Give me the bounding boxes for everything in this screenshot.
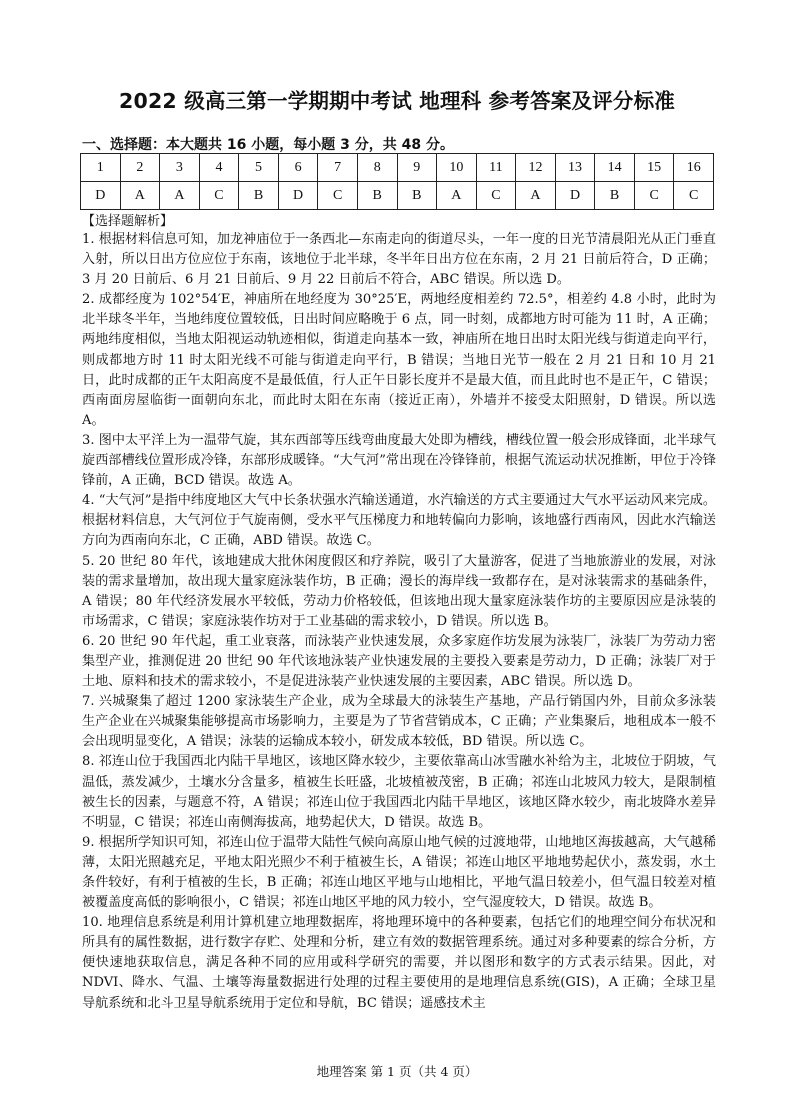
page-title: 2022 级高三第一学期期中考试 地理科 参考答案及评分标准 — [119, 89, 675, 113]
answer-cell: D — [278, 182, 318, 210]
answer-table-number-row — [81, 154, 714, 182]
answer-cell: D — [81, 182, 121, 210]
question-number: 2 — [120, 154, 160, 182]
question-number: 13 — [555, 154, 595, 182]
answer-table — [80, 153, 714, 210]
answer-cell: A — [516, 182, 556, 210]
question-number: 4 — [199, 154, 239, 182]
answer-cell: A — [160, 182, 200, 210]
analysis-paragraph: 6. 20 世纪 90 年代起，重工业衰落，而泳装产业快速发展，众多家庭作坊发展为泳装厂，泳装厂为劳动力密集型产业，推测促进 20 世纪 90 年代该地泳装产业快速发展的主要投入要素是劳动力，D 正确；泳装厂对于土地、原料和技术的需求较小，不是促进泳装产业快速发展的主要因素，ABC 错误。所以选 D。 — [82, 633, 716, 690]
analysis-label: 【选择题解析】 — [82, 214, 174, 229]
analysis-paragraph: 2. 成都经度为 102°54′E，神庙所在地经度为 30°25′E，两地经度相差约 72.5°，相差约 4.8 小时，此时为北半球冬半年，当地纬度位置较低，日出时间应略晚于 6 点，同一时刻，成都地方时可能为 11 时，A 正确；两地纬度相似，当地太阳视运动轨迹相似，街道走向基本一致，神庙所在地日出时太阳光线与街道走向平行，则成都地方时 11 时太阳光线不可能与街道走向平行，B 错误；当地日光节一般在 2 月 21 日和 10 月 21 日，此时成都的正午太阳高度不是最低值，行人正午日影长度并不是最大值，而且此时也不是正午，C 错误；西南面房屋临街一面朝向东北，而此时太阳在东南（接近正南），外墙并不接受太阳照射，D 错误。所以选 A。 — [82, 292, 716, 428]
answer-cell: A — [120, 182, 160, 210]
answer-cell: B — [595, 182, 635, 210]
section-heading: 一、选择题：本大题共 16 小题，每小题 3 分，共 48 分。 — [82, 137, 454, 153]
analysis-body — [82, 230, 716, 1014]
analysis-paragraph: 3. 图中太平洋上为一温带气旋，其东西部等压线弯曲度最大处即为槽线，槽线位置一般会形成锋面，北半球气旋西部槽线位置形成冷锋，东部形成暖锋。“大气河”常出现在冷锋锋前，根据气流运动状况推断，甲位于冷锋锋前，A 正确，BCD 错误。故选 A。 — [82, 432, 716, 489]
answer-cell: B — [357, 182, 397, 210]
analysis-paragraph: 9. 根据所学知识可知，祁连山位于温带大陆性气候向高原山地气候的过渡地带，山地地区海拔越高，大气越稀薄，太阳光照越充足，平地太阳光照少不利于植被生长，A 错误；祁连山地区平地地势起伏小，蒸发弱，水土条件较好，有利于植被的生长，B 正确；祁连山地区平地与山地相比，平地气温日较差小，但气温日较差对植被覆盖度高低的影响很小，C 错误；祁连山地区平地的风力较小，空气湿度较大，D 错误。故选 B。 — [82, 834, 716, 911]
question-number: 12 — [516, 154, 556, 182]
question-number: 15 — [634, 154, 674, 182]
question-number: 8 — [357, 154, 397, 182]
answer-cell: D — [555, 182, 595, 210]
answer-cell: C — [199, 182, 239, 210]
answer-cell: C — [318, 182, 358, 210]
answer-cell: C — [674, 182, 714, 210]
analysis-paragraph: 7. 兴城聚集了超过 1200 家泳装生产企业，成为全球最大的泳装生产基地，产品行销国内外，目前众多泳装生产企业在兴城聚集能够提高市场影响力，主要是为了节省营销成本，C 正确；产业集聚后，地租成本一般不会出现明显变化，A 错误；泳装的运输成本较小，研发成本较低，BD 错误。所以选 C。 — [82, 694, 716, 750]
question-number: 6 — [278, 154, 318, 182]
question-number: 11 — [476, 154, 516, 182]
answer-cell: B — [239, 182, 279, 210]
answer-cell: C — [634, 182, 674, 210]
answer-cell: A — [437, 182, 477, 210]
question-number: 1 — [81, 154, 121, 182]
analysis-paragraph: 10. 地理信息系统是利用计算机建立地理数据库，将地理环境中的各种要素，包括它们的地理空间分布状况和所具有的属性数据，进行数字存贮、处理和分析，建立有效的数据管理系统。通过对多种要素的综合分析，方便快速地获取信息，满足各种不同的应用或科学研究的需要，并以图形和数字的方式表示结果。因此，对 NDVI、降水、气温、土壤等海量数据进行处理的过程主要使用的是地理信息系统(GIS)，A 正确；全球卫星导航系统和北斗卫星导航系统用于定位和导航，BC 错误；遥感技术主 — [82, 915, 716, 1011]
answer-cell: C — [476, 182, 516, 210]
analysis-paragraph: 1. 根据材料信息可知，加龙神庙位于一条西北—东南走向的街道尽头，一年一度的日光节清晨阳光从正门垂直入射，所以日出方位应位于东南，该地位于北半球，冬半年日出方位在东南，2 月 21 日前后符合，D 正确；3 月 20 日前后、6 月 21 日前后、9 月 22 日前后不符合，ABC 错误。所以选 D。 — [82, 232, 716, 288]
analysis-paragraph: 4. “大气河”是指中纬度地区大气中长条状强水汽输送通道，水汽输送的方式主要通过大气水平运动风来完成。根据材料信息，大气河位于气旋南侧，受水平气压梯度力和地转偏向力影响，该地盛行西南风，因此水汽输送方向为西南向东北，C 正确，ABD 错误。故选 C。 — [82, 493, 716, 549]
question-number: 5 — [239, 154, 279, 182]
question-number: 3 — [160, 154, 200, 182]
page-footer: 地理答案 第 1 页（共 4 页） — [316, 1064, 478, 1079]
analysis-paragraph: 8. 祁连山位于我国西北内陆干旱地区，该地区降水较少，主要依靠高山冰雪融水补给为主，北坡位于阴坡，气温低，蒸发减少，土壤水分含量多，植被生长旺盛，北坡植被茂密，B 正确；祁连山北坡风力较大，是限制植被生长的因素，与题意不符，A 错误；祁连山位于我国西北内陆干旱地区，该地区降水较少，南北坡降水差异不明显，C 错误；祁连山南侧海拔高，地势起伏大，D 错误。故选 B。 — [82, 754, 716, 830]
question-number: 16 — [674, 154, 714, 182]
question-number: 7 — [318, 154, 358, 182]
question-number: 10 — [437, 154, 477, 182]
question-number: 14 — [595, 154, 635, 182]
answer-table-answer-row — [81, 182, 714, 210]
analysis-paragraph: 5. 20 世纪 80 年代，该地建成大批休闲度假区和疗养院，吸引了大量游客，促进了当地旅游业的发展，对泳装的需求量增加，故出现大量家庭泳装作坊，B 正确；漫长的海岸线一致都存在，是对泳装需求的基础条件，A 错误；80 年代经济发展水平较低，劳动力价格较低，但该地出现大量家庭泳装作坊的主要原因应是泳装的市场需求，C 错误；家庭泳装作坊对于工业基础的需求较小，D 错误。所以选 B。 — [82, 553, 716, 629]
question-number: 9 — [397, 154, 437, 182]
answer-cell: B — [397, 182, 437, 210]
